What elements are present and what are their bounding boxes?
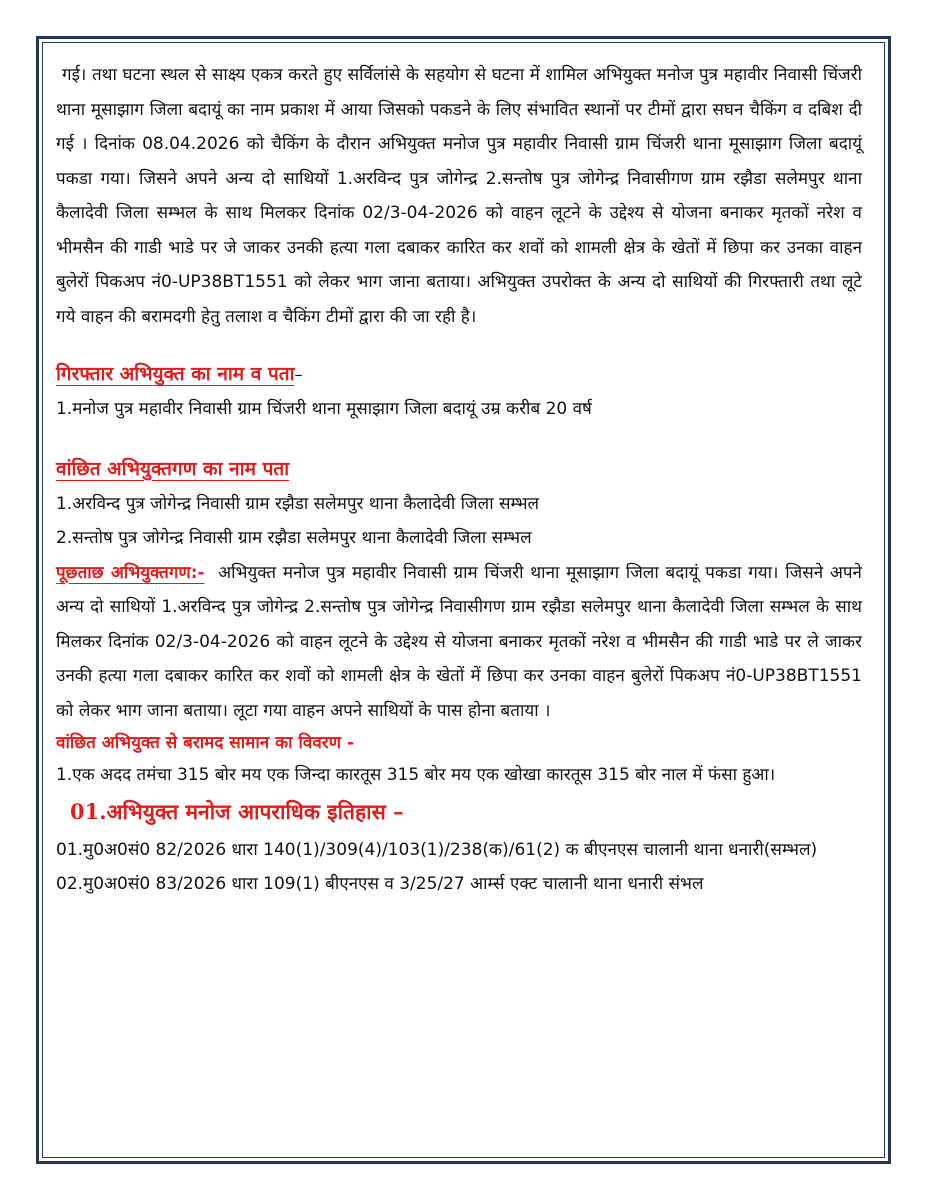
recovery-section <box>56 728 862 793</box>
intro-paragraph: गई। तथा घटना स्थल से साक्ष्य एकत्र करते हुए सर्विलांसे के सहयोग से घटना में शामिल अभियुक्त मनोज पुत्र महावीर निवासी चिंजरी थाना मूसाझाग जिला बदायूं का नाम प्रकाश में आया जिसको पकडने के लिए संभावित स्थानों पर टीमों द्वारा सघन चैकिंग व दबिश दी गई । दिनांक 08.04.2026 को चैकिंग के दौरान अभियुक्त मनोज पुत्र महावीर निवासी ग्राम चिंजरी थाना मूसाझाग जिला बदायूं पकडा गया। जिसने अपने अन्य दो साथियों 1.अरविन्द पुत्र जोगेन्द्र 2.सन्तोष पुत्र जोगेन्द्र निवासीगण ग्राम रझैडा सलेमपुर थाना कैलादेवी जिला सम्भल के साथ मिलकर दिनांक 02/3-04-2026 को वाहन लूटने के उद्देश्य से योजना बनाकर मृतकों नरेश व भीमसैन की गाडी भाडे पर जे जाकर उनकी हत्या गला दबाकर कारित कर शवों को शामली क्षेत्र के खेतों में छिपा कर उनका वाहन बुलेरों पिकअप नं0-UP38BT1551 को लेकर भाग जाना बताया। अभियुक्त उपरोक्त के अन्य दो साथियों की गिरफ्तारी तथा लूटे गये वाहन की बरामदगी हेतु तलाश व चैकिंग टीमों द्वारा की जा रही है। <box>56 65 862 327</box>
wanted-item-1: 1.अरविन्द पुत्र जोगेन्द्र निवासी ग्राम रझैडा सलेमपुर थाना कैलादेवी जिला सम्भल <box>56 493 540 514</box>
history-item-2: 02.मु0अ0सं0 83/2026 धारा 109(1) बीएनएस व 3/25/27 आर्म्स एक्ट चालानी थाना धनारी संभल <box>56 874 704 894</box>
arrested-heading-dash: – <box>294 365 303 384</box>
document-body <box>56 58 862 1158</box>
history-item-1: 01.मु0अ0सं0 82/2026 धारा 140(1)/309(4)/103(1)/238(क)/61(2) क बीएनएस चालानी थाना धनारी(सम्भल) <box>56 839 818 860</box>
recovery-heading: वांछित अभियुक्त से बरामद सामान का विवरण - <box>56 733 355 753</box>
arrested-heading: गिरफ्तार अभियुक्त का नाम व पता <box>56 363 295 385</box>
wanted-section <box>56 452 862 556</box>
recovery-text: 1.एक अदद तमंचा 315 बोर मय एक जिन्दा कारतूस 315 बोर मय एक खोखा कारतूस 315 बोर नाल में फंसा हुआ। <box>56 765 776 785</box>
arrested-item: 1.मनोज पुत्र महावीर निवासी ग्राम चिंजरी थाना मूसाझाग जिला बदायूं उम्र करीब 20 वर्ष <box>56 399 592 419</box>
wanted-heading: वांछित अभियुक्तगण का नाम पता <box>56 457 290 480</box>
history-section <box>56 793 862 902</box>
interrogation-text: अभियुक्त मनोज पुत्र महावीर निवासी ग्राम चिंजरी थाना मूसाझाग जिला बदायूं पकडा गया। जिसने अपने अन्य दो साथियों 1.अरविन्द पुत्र जोगेन्द्र 2.सन्तोष पुत्र जोगेन्द्र निवासीगण ग्राम रझैडा सलेमपुर थाना कैलादेवी जिला सम्भल के साथ मिलकर दिनांक 02/3-04-2026 को वाहन लूटने के उद्देश्य से योजना बनाकर मृतकों नरेश व भीमसैन की गाडी भाडे पर ले जाकर उनकी हत्या गला दबाकर कारित कर शवों को शामली क्षेत्र के खेतों में छिपा कर उनका वाहन बुलेरों पिकअप नं0-UP38BT1551 को लेकर भाग जाना बताया। लूटा गया वाहन अपने साथियों के पास होना बताया । <box>56 562 862 721</box>
history-heading: 01.अभियुक्त मनोज आपराधिक इतिहास – <box>70 798 404 824</box>
interrogation-paragraph <box>56 556 862 729</box>
wanted-item-2: 2.सन्तोष पुत्र जोगेन्द्र निवासी ग्राम रझैडा सलेमपुर थाना कैलादेवी जिला सम्भल <box>56 528 532 548</box>
arrested-section <box>56 357 862 427</box>
interrogation-heading: पूछताछ अभियुक्तगण:- <box>56 562 205 583</box>
